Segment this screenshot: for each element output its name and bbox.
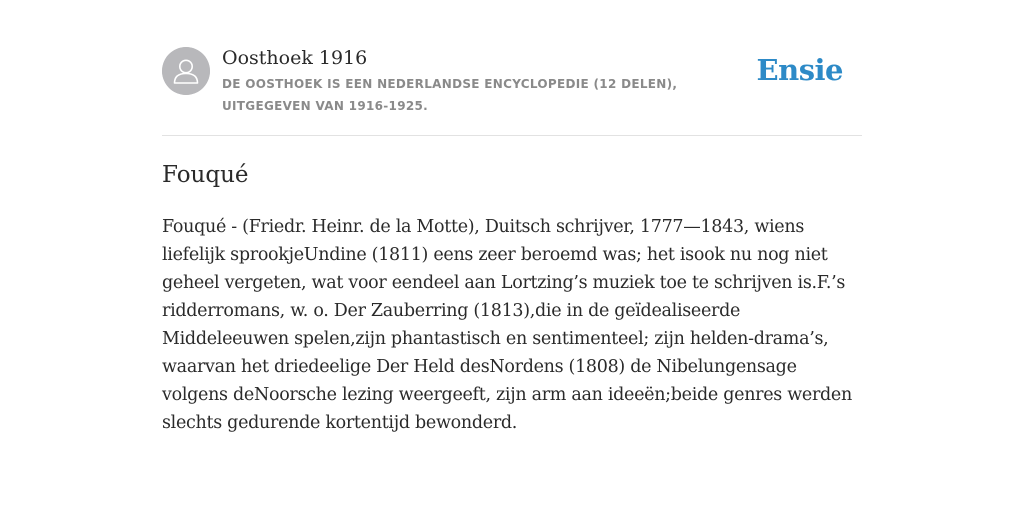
entry-text: Fouqué - (Friedr. Heinr. de la Motte), Duitsch schrijver, 1777—1843, wiens liefelijk sprookjeUndine (1811) eens zeer beroemd was; het isook nu nog niet geheel vergeten, wat voor eendeel aan Lortzing’s muziek toe te schrijven is.F.’s ridderromans, w. o. Der Zauberring (1813),die in de geïdealiseerde Middeleeuwen spelen,zijn phantastisch en sentimenteel; zijn helden-drama’s, waarvan het driedeelige Der Held desNordens (1808) de Nibelungensage volgens deNoorsche lezing weergeeft, zijn arm aan ideeën;beide genres werden slechts gedurende kortentijd bewonderd. [162, 217, 852, 433]
source-description: DE OOSTHOEK IS EEN NEDERLANDSE ENCYCLOPEDIE (12 DELEN), UITGEGEVEN VAN 1916-1925. [222, 77, 678, 113]
user-silhouette-icon[interactable] [162, 47, 210, 95]
source-info [222, 44, 762, 117]
entry-card [162, 0, 862, 437]
source-header [162, 0, 862, 136]
entry-headword: Fouqué [162, 162, 249, 188]
ensie-logo[interactable]: Ensie [756, 53, 843, 87]
source-title[interactable]: Oosthoek 1916 [222, 47, 368, 69]
